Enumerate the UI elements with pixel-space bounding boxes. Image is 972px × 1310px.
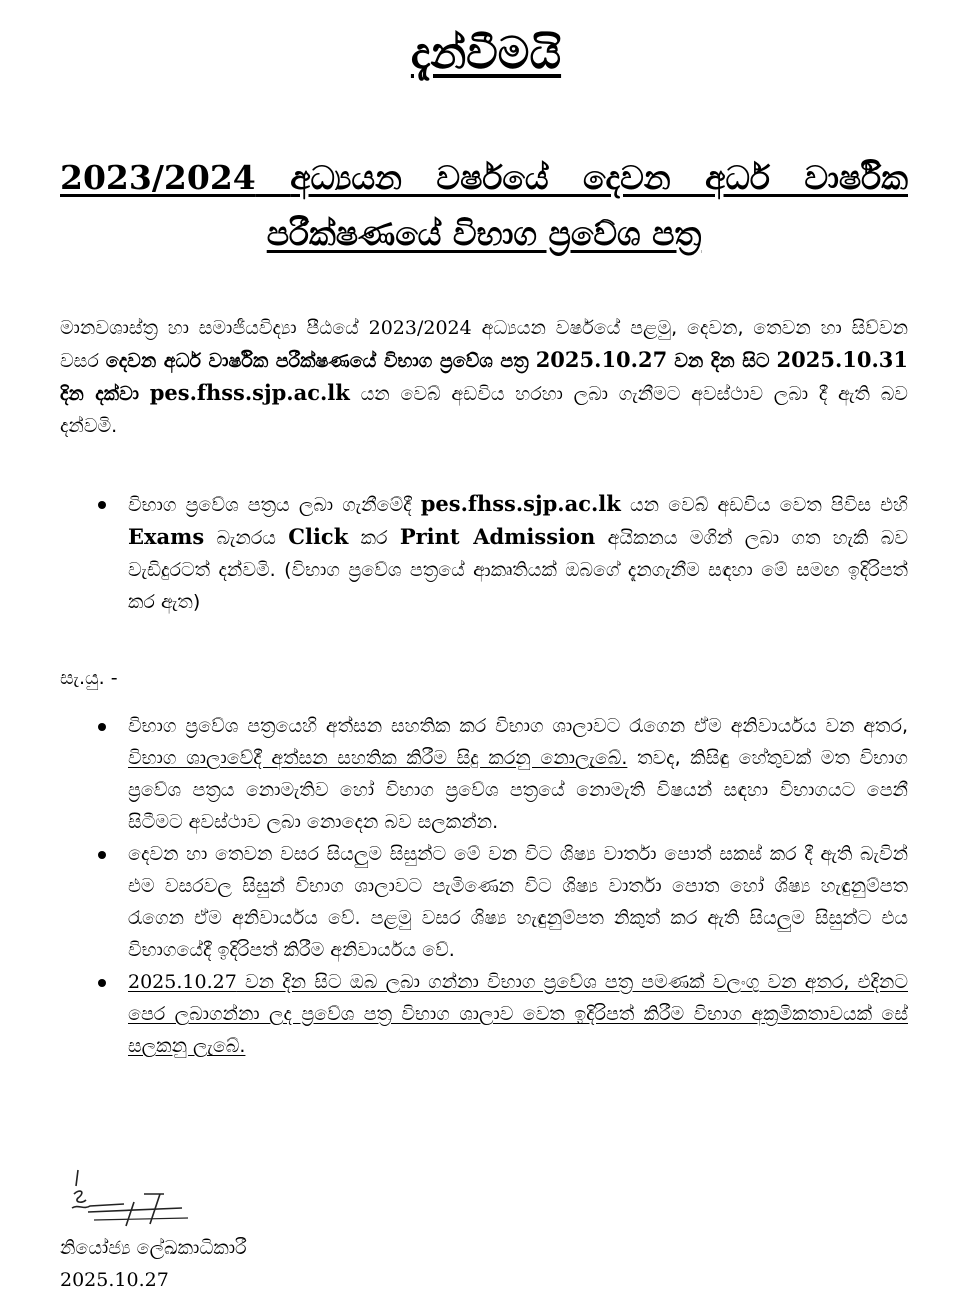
signer-title: නියෝජ්‍ය ලේඛකාධිකාරී [60, 1237, 247, 1259]
bullet-icon [98, 979, 106, 987]
bullet-icon [98, 501, 106, 509]
instruction-text-1: විභාග ප්‍රවේශ පත්‍රය ලබා ගැනීමේදී [128, 494, 412, 516]
notes-list [60, 710, 908, 1062]
instruction-text-4: කර [360, 527, 388, 549]
intro-date-from: 2025.10.27 [535, 347, 668, 372]
subject-title [60, 150, 908, 262]
note-label: සැ.යු. - [60, 667, 118, 689]
intro-text-1: මානවශාස්ත්‍ර හා සමාජීයවිද්‍යා පීඨයේ [60, 317, 359, 339]
page-heading: දැන්වීමයි [410, 28, 562, 79]
instruction-click: Click [288, 524, 349, 549]
intro-paragraph [60, 312, 908, 442]
instruction-list [60, 488, 908, 618]
instruction-exams: Exams [128, 524, 205, 549]
instruction-text-5: අයිකනය මගින් ලබා ගත හැකි බව වැඩිදුරටත් දන්වමි. (විභාග ප්‍රවේශ පත්‍රයේ ආකෘතියක් ඔබගේ දැනගැනීම සඳහා මේ සමඟ ඉදිරිපත් කර ඇත) [128, 527, 908, 613]
instruction-item [60, 488, 908, 618]
note-item-3 [60, 966, 908, 1062]
intro-year: 2023/2024 [368, 317, 472, 339]
instruction-website: pes.fhss.sjp.ac.lk [420, 491, 621, 516]
sign-date: 2025.10.27 [60, 1269, 169, 1291]
subject-year: 2023/2024 [60, 158, 256, 197]
note-2-text: දෙවන හා තෙවන වසර සියලුම සිසුන්ට මේ වන විට ශිෂ්‍ය වාර්තා පොත් සකස් කර දී ඇති බැවින් එම වසරවල සිසුන් විභාග ශාලාවට පැමිණෙන විට ශිෂ්‍ය වාර්තා පොත හෝ ශිෂ්‍ය හැඳුනුම්පත රැගෙන ඒම අනිවාර්යය වේ. පළමු වසර ශිෂ්‍ය හැඳුනුම්පත නිකුත් කර ඇති සියලුම සිසුන්ට එය විභාගයේදී ඉදිරිපත් කිරීම අනිවාර්යය වේ. [128, 843, 908, 961]
note-1-text-b: තවද, කිසිඳු හේතුවක් මත විභාග ප්‍රවේශ පත්‍රය නොමැතිව හෝ විභාග ප්‍රවේශ පත්‍රයේ නොමැති විෂයන් සඳහා විභාගයට පෙනී සිටීමට අවස්ථාව ලබා නොදෙන බව සලකන්න. [128, 747, 909, 833]
note-item-2 [60, 838, 908, 966]
instruction-text-3: බැනරය [216, 527, 276, 549]
signature-icon [64, 1164, 194, 1234]
bullet-icon [98, 723, 106, 731]
note-item-1 [60, 710, 908, 838]
intro-text-5: යන වෙබ් අඩවිය හරහා ලබා ගැනීමට අවස්ථාව ලබා දී ඇති බව දන්වමි. [60, 383, 908, 437]
instruction-text-2: යන වෙබ් අඩවිය වෙත පිවිස එහි [629, 494, 908, 516]
intro-text-3: වන දින සිට [674, 350, 770, 372]
bullet-icon [98, 851, 106, 859]
note-3-text: වන දින සිට ඔබ ලබා ගන්නා විභාග ප්‍රවේශ පත්‍ර පමණක් වලංගු වන අතර, එදිනට පෙර ලබාගන්නා ලද ප්‍රවේශ පත්‍ර විභාග ශාලාව වෙත ඉදිරිපත් කිරීම විභාග අක්‍රමිකතාවයක් සේ සලකනු ලැබේ. [128, 971, 908, 1057]
subject-text: අධ්‍යයන වර්ෂයේ දෙවන අර්ධ වාර්ෂික පරීක්ෂණයේ විභාග ප්‍රවේශ පත්‍ර [266, 158, 908, 253]
intro-date-to: 2025.10.31 [776, 347, 909, 372]
note-3-date: 2025.10.27 [128, 971, 237, 993]
instruction-print-admission: Print Admission [399, 524, 596, 549]
note-1-text-a: විභාග ප්‍රවේශ පත්‍රයෙහි අත්සන සහතික කර විභාග ශාලාවට රැගෙන ඒම අනිවාර්යය වන අතර, [128, 715, 908, 737]
intro-website: pes.fhss.sjp.ac.lk [149, 380, 350, 405]
intro-bold-text: දෙවන අර්ධ වාර්ෂික පරීක්ෂණයේ විභාග ප්‍රවේශ පත්‍ර [105, 350, 529, 372]
intro-text-4: දින දක්වා [60, 383, 139, 405]
note-1-underlined: විභාග ශාලාවේදී අත්සන සහතික කිරීම සිදු කරනු නොලැබේ. [128, 747, 628, 769]
intro-text-2: අධ්‍යයන වර්ෂයේ පළමු, දෙවන, තෙවන හා සිව්වන වසර [60, 317, 909, 372]
